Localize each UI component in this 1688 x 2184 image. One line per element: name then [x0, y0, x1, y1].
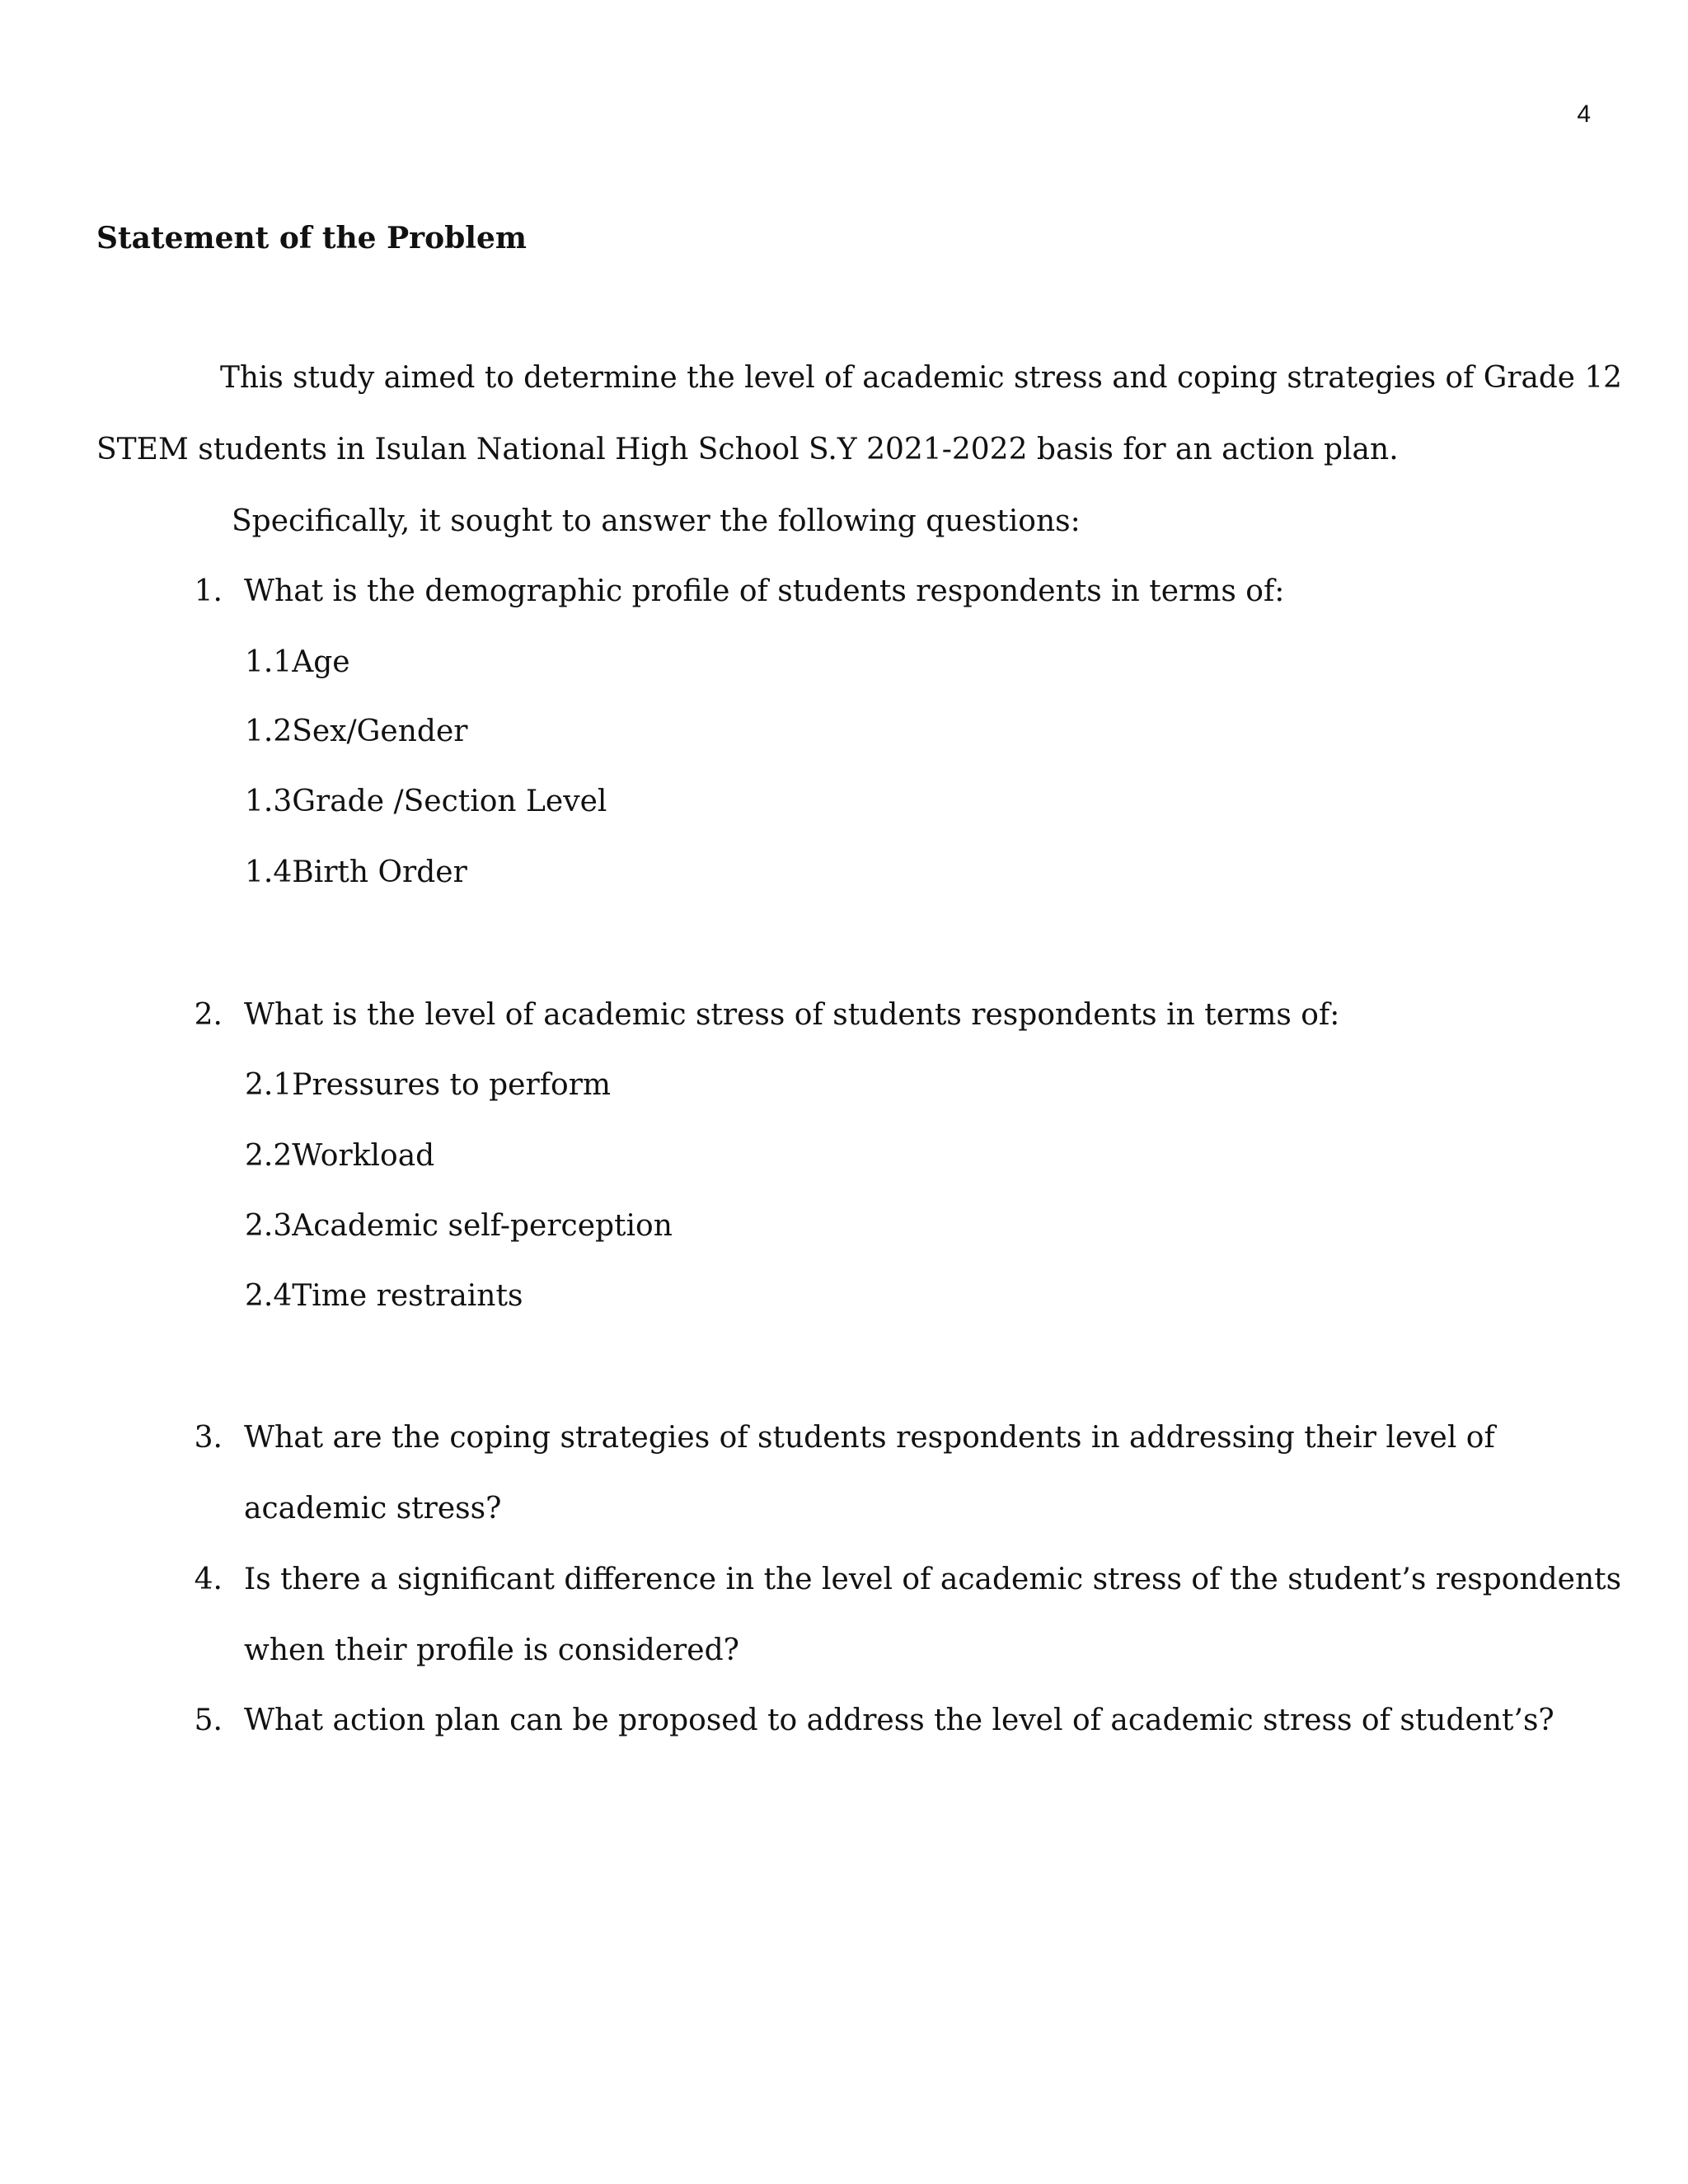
question-2-text: What is the level of academic stress of students respondents in terms of:: [244, 998, 1340, 1032]
question-2-sub-item: 2.1Pressures to perform: [245, 1068, 612, 1102]
question-4-number: 4.: [194, 1563, 223, 1596]
question-3-number: 3.: [194, 1421, 223, 1455]
question-1-sub-item: 1.3Grade /Section Level: [245, 785, 607, 818]
specifically-paragraph: Specifically, it sought to answer the following questions:: [232, 504, 1081, 538]
question-1-sub-item: 1.4Birth Order: [245, 855, 467, 889]
question-1-text: What is the demographic profile of students respondents in terms of:: [244, 574, 1285, 608]
intro-paragraph-line-1: This study aimed to determine the level of academic stress and coping strategies of Grade 12: [220, 361, 1622, 395]
page-number: 4: [1577, 101, 1591, 128]
intro-paragraph-line-2: STEM students in Isulan National High School S.Y 2021-2022 basis for an action plan.: [96, 433, 1399, 466]
question-1-sub-item: 1.2Sex/Gender: [245, 715, 468, 748]
question-5-number: 5.: [194, 1704, 223, 1737]
question-2-sub-item: 2.2Workload: [245, 1139, 435, 1173]
question-3-text-line-1: What are the coping strategies of students respondents in addressing their level of: [244, 1421, 1495, 1455]
question-1-number: 1.: [194, 574, 223, 608]
question-5-text: What action plan can be proposed to address the level of academic stress of student’s?: [244, 1704, 1554, 1737]
question-2-sub-item: 2.3Academic self-perception: [245, 1209, 673, 1243]
question-1-sub-item: 1.1Age: [245, 645, 350, 679]
question-2-number: 2.: [194, 998, 223, 1032]
question-3-text-line-2: academic stress?: [244, 1492, 502, 1526]
question-2-sub-item: 2.4Time restraints: [245, 1279, 523, 1313]
section-heading: Statement of the Problem: [96, 221, 527, 255]
question-4-text-line-2: when their profile is considered?: [244, 1633, 739, 1667]
question-4-text-line-1: Is there a significant difference in the level of academic stress of the student’s respondents: [244, 1563, 1622, 1596]
